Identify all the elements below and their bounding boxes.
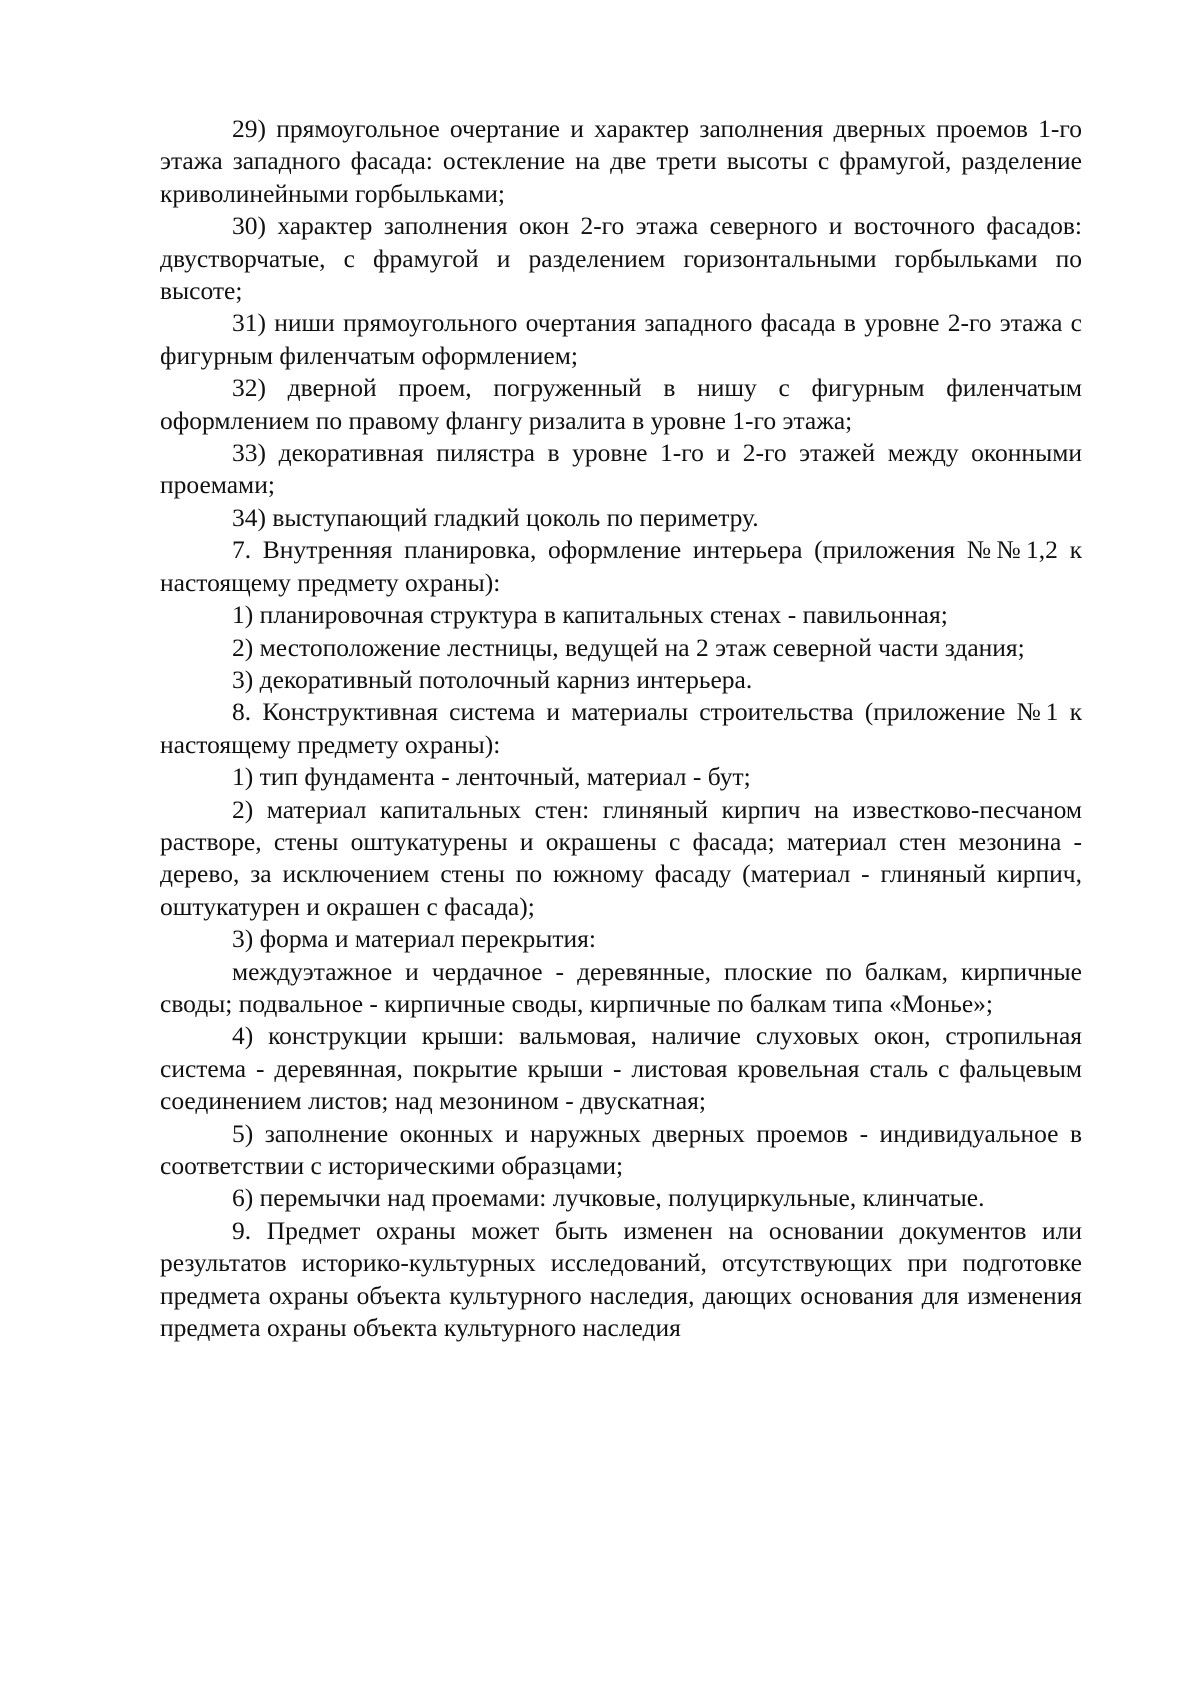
paragraph-33: 33) декоративная пилястра в уровне 1-го и 2-го этажей между оконными проемами; bbox=[160, 438, 1082, 500]
section-8-item-5: 5) заполнение оконных и наружных дверных проемов - индивидуальное в соответствии с историческими образцами; bbox=[160, 1118, 1082, 1180]
section-8-item-2: 2) материал капитальных стен: глиняный кирпич на известково-песчаном растворе, стены оштукатурены и окрашены с фасада; материал стен мезонина - дерево, за исключением стены по южному фасаду (материал - глиняный кирпич, оштукатурен и окрашен с фасада); bbox=[160, 794, 1082, 921]
section-8-item-3-detail: междуэтажное и чердачное - деревянные, плоские по балкам, кирпичные своды; подвальное - кирпичные своды, кирпичные по балкам типа «Монье»; bbox=[160, 956, 1082, 1018]
paragraph-32: 32) дверной проем, погруженный в нишу с фигурным филенчатым оформлением по правому флангу ризалита в уровне 1-го этажа; bbox=[160, 373, 1082, 435]
document-body bbox=[160, 113, 1082, 1344]
section-9-paragraph: 9. Предмет охраны может быть изменен на основании документов или результатов историко-культурных исследований, отсутствующих при подготовке предмета охраны объекта культурного наследия, дающих основания для изменения предмета охраны объекта культурного наследия bbox=[160, 1215, 1082, 1343]
paragraph-29: 29) прямоугольное очертание и характер заполнения дверных проемов 1-го этажа западного фасада: остекление на две трети высоты с фрамугой, разделение криволинейными горбыльками; bbox=[160, 114, 1082, 208]
paragraph-34: 34) выступающий гладкий цоколь по периметру. bbox=[232, 502, 759, 532]
section-8-item-3: 3) форма и материал перекрытия: bbox=[232, 924, 596, 954]
section-8-heading: 8. Конструктивная система и материалы строительства (приложение №1 к настоящему предмету охраны): bbox=[160, 697, 1082, 759]
paragraph-30: 30) характер заполнения окон 2-го этажа северного и восточного фасадов: двустворчатые, с фрамугой и разделением горизонтальными горбыльками по высоте; bbox=[160, 211, 1082, 306]
section-7-item-2: 2) местоположение лестницы, ведущей на 2 этаж северной части здания; bbox=[232, 632, 1025, 662]
section-7-item-3: 3) декоративный потолочный карниз интерьера. bbox=[232, 664, 753, 694]
section-8-item-1: 1) тип фундамента - ленточный, материал - бут; bbox=[232, 762, 751, 792]
paragraph-31: 31) ниши прямоугольного очертания западного фасада в уровне 2-го этажа с фигурным филенчатым оформлением; bbox=[160, 308, 1082, 370]
section-7-item-1: 1) планировочная структура в капитальных стенах - павильонная; bbox=[232, 600, 948, 630]
section-8-item-6: 6) перемычки над проемами: лучковые, полуциркульные, клинчатые. bbox=[232, 1183, 985, 1213]
section-7-heading: 7. Внутренняя планировка, оформление интерьера (приложения №№1,2 к настоящему предмету охраны): bbox=[160, 535, 1082, 597]
section-8-item-4: 4) конструкции крыши: вальмовая, наличие слуховых окон, стропильная система - деревянная, покрытие крыши - листовая кровельная сталь с фальцевым соединением листов; над мезонином - двускатная; bbox=[160, 1021, 1082, 1116]
